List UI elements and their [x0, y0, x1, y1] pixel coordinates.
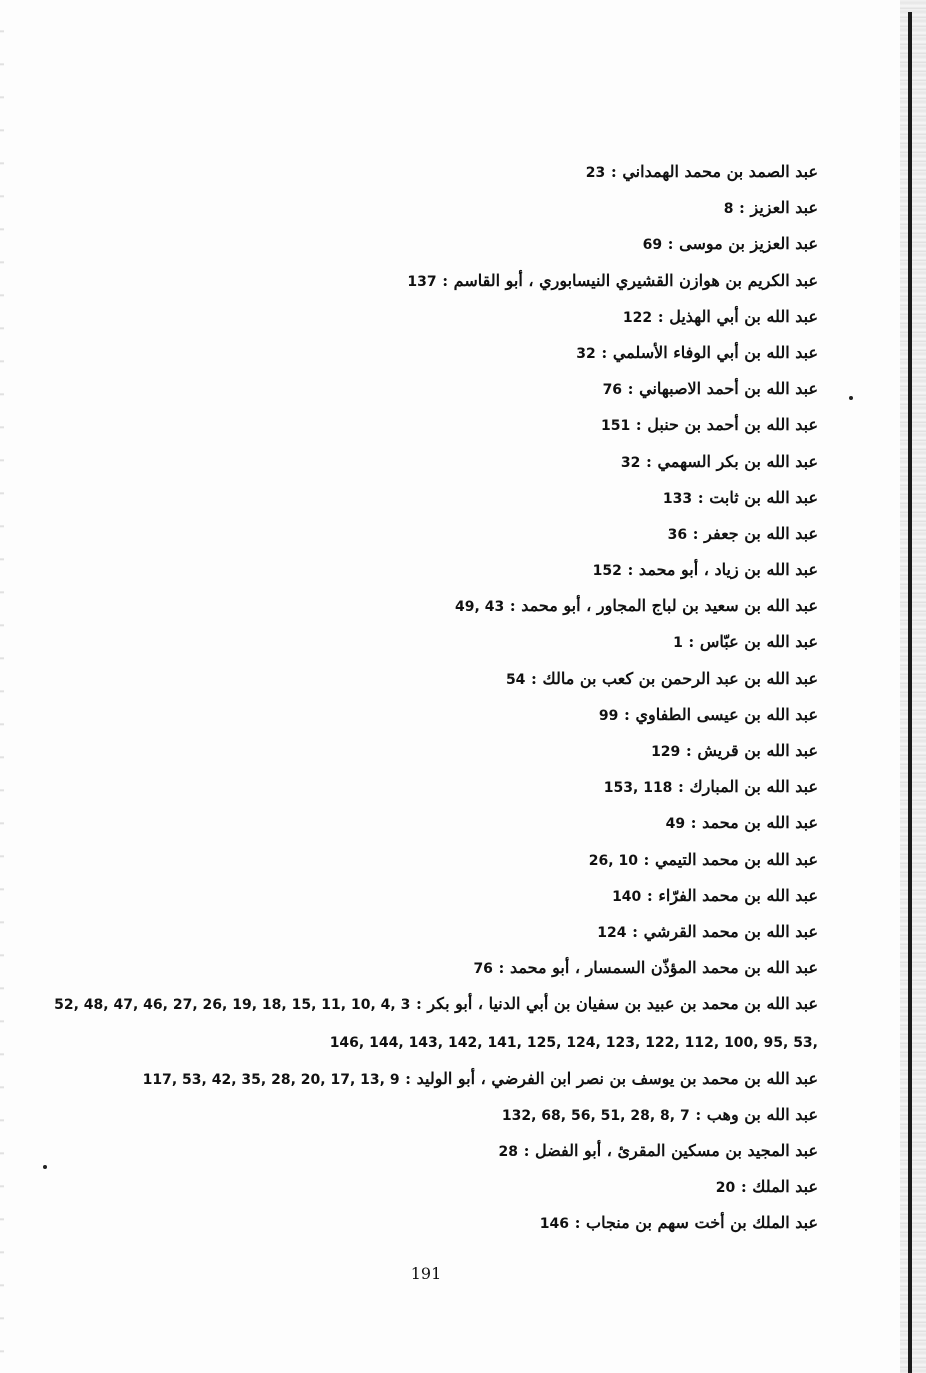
entry-page-refs: 10 ,26 — [588, 852, 638, 869]
entry-page-refs: 23 — [585, 165, 606, 181]
entry-page-refs: 32 — [620, 454, 641, 471]
entry-name: عبد الله بن محمد الفرّاء : — [646, 885, 818, 905]
index-entry — [38, 154, 818, 190]
entry-name: عبد الله بن وهب : — [695, 1104, 818, 1124]
index-entry — [38, 661, 818, 697]
index-entry — [38, 986, 818, 1060]
entry-name: عبد الله بن محمد التيمي : — [643, 849, 818, 869]
entry-name: عبد الملك : — [740, 1177, 818, 1197]
entry-page-refs: 122 — [622, 309, 653, 326]
entry-page-refs: 36 — [667, 526, 688, 543]
index-entry — [38, 842, 818, 878]
entry-page-refs: 28 — [498, 1144, 518, 1161]
index-entry — [38, 407, 818, 443]
entry-page-refs: 146 — [539, 1216, 569, 1233]
entry-page-refs: 129 — [651, 744, 681, 760]
entry-page-refs: 1 — [673, 635, 683, 652]
entry-page-refs: 140 — [612, 888, 642, 905]
entry-page-refs: 151 — [600, 418, 631, 435]
index-entry — [38, 1169, 818, 1205]
index-entry — [38, 444, 818, 480]
entry-name: عبد الله بن بكر السهمي : — [645, 451, 818, 471]
entry-name: عبد الله بن المبارك : — [678, 777, 818, 797]
entry-page-refs: 152 — [592, 563, 622, 580]
entry-page-refs: 54 — [505, 671, 526, 688]
entry-name: عبد الله بن محمد القرشي : — [632, 921, 818, 941]
entry-page-refs: 118 ,153 — [603, 780, 673, 797]
index-entry — [38, 624, 818, 660]
index-entry — [38, 263, 818, 299]
entry-page-refs: 3 ,4 ,10 ,11 ,15 ,18 ,19 ,26 ,27 ,46 ,47 ,48 ,52 ,53 ,95 ,100 ,112 ,122 ,123 ,124 ,125 ,141 ,142 ,143 ,144 ,146 — [54, 997, 818, 1051]
name-index-list — [38, 154, 818, 1242]
entry-name: عبد الله بن محمد : — [690, 813, 818, 833]
entry-name: عبد الله بن أبي الهذيل : — [657, 306, 818, 326]
entry-page-refs: 32 — [576, 345, 596, 362]
binding-edge — [900, 0, 926, 1373]
index-entry — [38, 371, 818, 407]
entry-page-refs: 43 ,49 — [455, 599, 505, 616]
scan-edge-left — [0, 0, 4, 1373]
entry-name: عبد الله بن محمد بن عبيد بن سفيان بن أبي الدنيا ، أبو بكر : — [415, 994, 818, 1014]
page-number: 191 — [410, 1264, 442, 1283]
entry-page-refs: 49 — [665, 816, 686, 833]
entry-page-refs: 99 — [598, 707, 619, 724]
entry-name: عبد الله بن جعفر : — [692, 523, 818, 543]
entry-page-refs: 76 — [602, 382, 623, 399]
index-entry — [38, 516, 818, 552]
entry-page-refs: 76 — [473, 961, 493, 978]
index-entry — [38, 480, 818, 516]
index-entry — [38, 769, 818, 805]
entry-page-refs: 137 — [407, 273, 437, 290]
index-entry — [38, 190, 818, 226]
binding-line — [908, 12, 912, 1373]
entry-name: عبد الله بن محمد بن يوسف بن نصر ابن الفرضي ، أبو الوليد : — [405, 1068, 818, 1088]
entry-page-refs: 8 — [723, 201, 734, 218]
entry-page-refs: 9 ,13 ,17 ,20 ,28 ,35 ,42 ,53 ,117 — [142, 1071, 400, 1088]
entry-page-refs: 20 — [715, 1180, 736, 1197]
entry-name: عبد الله بن عبّاس : — [688, 632, 818, 652]
entry-page-refs: 7 ,8 ,28 ,51 ,56 ,68 ,132 — [501, 1107, 690, 1124]
entry-page-refs: 124 — [597, 924, 627, 941]
index-entry — [38, 552, 818, 588]
entry-name: عبد الله بن عيسى الطفاوي : — [623, 704, 818, 724]
entry-name: عبد الكريم بن هوازن القشيري النيسابوري ، أبو القاسم : — [442, 270, 818, 290]
entry-name: عبد المجيد بن مسكين المقرئ ، أبو الفضل : — [523, 1141, 818, 1161]
entry-name: عبد الله بن أبي الوفاء الأسلمي : — [601, 342, 818, 362]
index-entry — [38, 914, 818, 950]
index-entry — [38, 733, 818, 769]
index-entry — [38, 878, 818, 914]
entry-page-refs: 133 — [662, 490, 693, 507]
index-entry — [38, 299, 818, 335]
entry-name: عبد الملك بن أخت سهم بن منجاب : — [574, 1213, 818, 1233]
index-entry — [38, 335, 818, 371]
entry-name: عبد الله بن أحمد الاصبهاني : — [627, 379, 818, 399]
index-entry — [38, 1061, 818, 1097]
index-entry — [38, 697, 818, 733]
index-entry — [38, 1097, 818, 1133]
index-entry — [38, 950, 818, 986]
entry-name: عبد الله بن قريش : — [685, 741, 818, 760]
index-entry — [38, 1133, 818, 1169]
entry-name: عبد الله بن محمد المؤذّن السمسار ، أبو محمد : — [498, 958, 818, 978]
entry-name: عبد الله بن سعيد بن لباج المجاور ، أبو محمد : — [509, 596, 818, 616]
index-entry — [38, 1205, 818, 1241]
entry-page-refs: 69 — [642, 237, 663, 254]
index-entry — [38, 226, 818, 262]
entry-name: عبد العزيز : — [739, 198, 818, 218]
ink-speck — [849, 396, 853, 400]
entry-name: عبد العزيز بن موسى : — [667, 234, 818, 254]
index-entry — [38, 588, 818, 624]
index-entry — [38, 805, 818, 841]
entry-name: عبد الصمد بن محمد الهمداني : — [610, 162, 818, 181]
entry-name: عبد الله بن ثابت : — [697, 487, 818, 507]
entry-name: عبد الله بن أحمد بن حنبل : — [635, 415, 818, 435]
entry-name: عبد الله بن زياد ، أبو محمد : — [627, 560, 818, 580]
entry-name: عبد الله بن عبد الرحمن بن كعب بن مالك : — [531, 668, 818, 688]
